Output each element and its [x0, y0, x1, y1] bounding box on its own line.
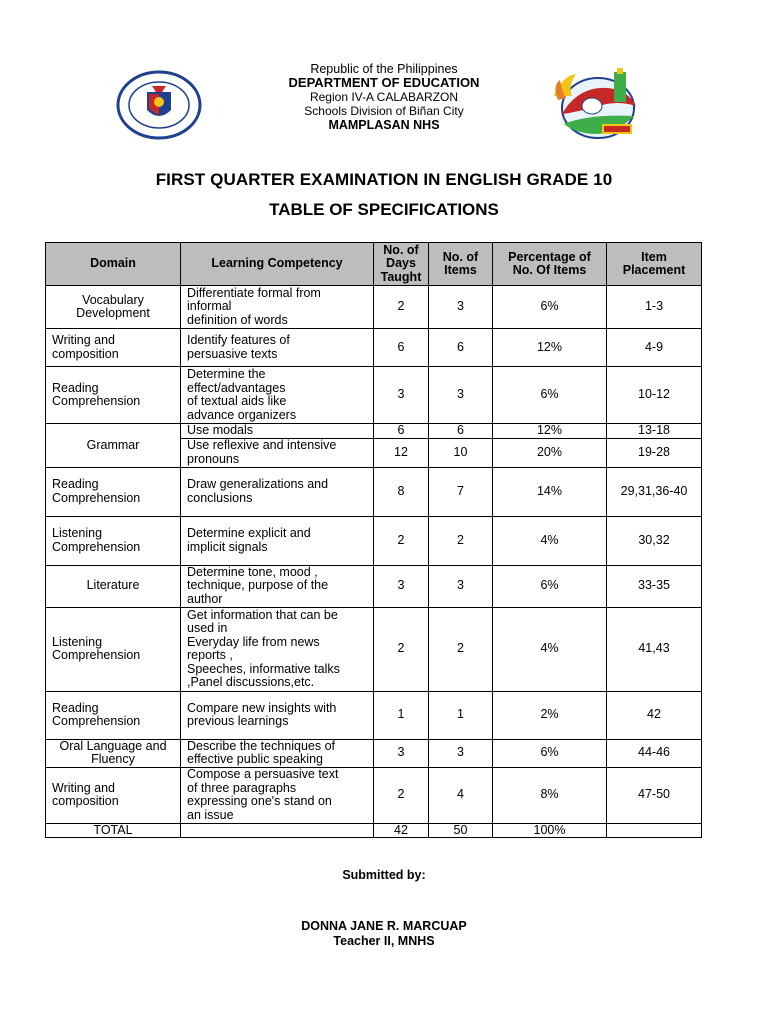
placement-cell: 44-46	[607, 739, 702, 767]
items-cell: 1	[429, 691, 493, 739]
placement-cell: 47-50	[607, 767, 702, 823]
items-cell: 7	[429, 467, 493, 516]
division-line: Schools Division of Biñan City	[304, 104, 464, 118]
table-row	[46, 516, 702, 565]
percent-cell: 4%	[493, 516, 607, 565]
days-cell: 12	[374, 438, 429, 467]
percent-cell: 14%	[493, 467, 607, 516]
items-cell: 4	[429, 767, 493, 823]
table-row	[46, 286, 702, 329]
items-cell: 3	[429, 565, 493, 607]
items-cell: 3	[429, 367, 493, 424]
column-header-items: No. of Items	[429, 243, 493, 286]
domain-cell: Reading Comprehension	[46, 467, 181, 516]
items-cell: 3	[429, 739, 493, 767]
days-cell: 3	[374, 565, 429, 607]
competency-cell: Differentiate formal from informal definition of words	[181, 286, 374, 329]
items-cell: 3	[429, 286, 493, 329]
total-label-cell: TOTAL	[46, 823, 181, 838]
competency-cell: Use modals	[181, 424, 374, 439]
percent-cell: 12%	[493, 424, 607, 439]
total-days-cell: 42	[374, 823, 429, 838]
document-header	[0, 62, 768, 132]
placement-cell: 30,32	[607, 516, 702, 565]
column-header-domain: Domain	[46, 243, 181, 286]
column-header-competency: Learning Competency	[181, 243, 374, 286]
items-cell: 6	[429, 329, 493, 367]
total-competency-cell	[181, 823, 374, 838]
school-line: MAMPLASAN NHS	[328, 118, 440, 132]
region-line: Region IV-A CALABARZON	[309, 90, 459, 104]
signatory-position: Teacher II, MNHS	[333, 934, 435, 948]
competency-cell: Identify features of persuasive texts	[181, 329, 374, 367]
placement-cell: 10-12	[607, 367, 702, 424]
document-subtitle: TABLE OF SPECIFICATIONS	[269, 200, 499, 219]
domain-cell: Oral Language and Fluency	[46, 739, 181, 767]
percent-cell: 6%	[493, 739, 607, 767]
table-row	[46, 467, 702, 516]
competency-cell: Describe the techniques of effective public speaking	[181, 739, 374, 767]
domain-cell: Vocabulary Development	[46, 286, 181, 329]
domain-cell: Reading Comprehension	[46, 691, 181, 739]
placement-cell: 19-28	[607, 438, 702, 467]
column-header-days: No. of Days Taught	[374, 243, 429, 286]
items-cell: 10	[429, 438, 493, 467]
days-cell: 8	[374, 467, 429, 516]
items-cell: 2	[429, 516, 493, 565]
signatory-name: DONNA JANE R. MARCUAP	[301, 919, 467, 933]
placement-cell: 42	[607, 691, 702, 739]
placement-cell: 4-9	[607, 329, 702, 367]
days-cell: 3	[374, 739, 429, 767]
competency-cell: Use reflexive and intensive pronouns	[181, 438, 374, 467]
percent-cell: 12%	[493, 329, 607, 367]
days-cell: 2	[374, 286, 429, 329]
percent-cell: 6%	[493, 286, 607, 329]
domain-cell: Grammar	[46, 424, 181, 468]
table-row	[46, 329, 702, 367]
percent-cell: 6%	[493, 367, 607, 424]
days-cell: 2	[374, 767, 429, 823]
exam-title: FIRST QUARTER EXAMINATION IN ENGLISH GRADE 10	[155, 170, 613, 189]
total-items-cell: 50	[429, 823, 493, 838]
placement-cell: 13-18	[607, 424, 702, 439]
competency-cell: Determine explicit and implicit signals	[181, 516, 374, 565]
placement-cell: 33-35	[607, 565, 702, 607]
column-header-placement: Item Placement	[607, 243, 702, 286]
table-row	[46, 424, 702, 439]
table-row	[46, 691, 702, 739]
competency-cell: Get information that can be used in Everyday life from news reports , Speeches, informative talks ,Panel discussions,etc.	[181, 607, 374, 691]
table-row	[46, 739, 702, 767]
percent-cell: 8%	[493, 767, 607, 823]
placement-cell: 29,31,36-40	[607, 467, 702, 516]
days-cell: 2	[374, 516, 429, 565]
domain-cell: Writing and composition	[46, 767, 181, 823]
items-cell: 6	[429, 424, 493, 439]
percent-cell: 20%	[493, 438, 607, 467]
table-row	[46, 565, 702, 607]
domain-cell: Writing and composition	[46, 329, 181, 367]
days-cell: 6	[374, 329, 429, 367]
republic-line: Republic of the Philippines	[310, 62, 458, 76]
domain-cell: Literature	[46, 565, 181, 607]
percent-cell: 2%	[493, 691, 607, 739]
items-cell: 2	[429, 607, 493, 691]
competency-cell: Draw generalizations and conclusions	[181, 467, 374, 516]
signatory-block	[0, 919, 768, 949]
competency-cell: Determine tone, mood , technique, purpose of the author	[181, 565, 374, 607]
column-header-percentage: Percentage of No. Of Items	[493, 243, 607, 286]
competency-cell: Compare new insights with previous learnings	[181, 691, 374, 739]
days-cell: 3	[374, 367, 429, 424]
table-row	[46, 367, 702, 424]
percent-cell: 4%	[493, 607, 607, 691]
competency-cell: Determine the effect/advantages of textual aids like advance organizers	[181, 367, 374, 424]
domain-cell: Listening Comprehension	[46, 607, 181, 691]
table-header-row	[46, 243, 702, 286]
department-line: DEPARTMENT OF EDUCATION	[288, 75, 480, 90]
competency-cell: Compose a persuasive text of three paragraphs expressing one's stand on an issue	[181, 767, 374, 823]
table-row	[46, 607, 702, 691]
percent-cell: 6%	[493, 565, 607, 607]
placement-cell: 1-3	[607, 286, 702, 329]
days-cell: 1	[374, 691, 429, 739]
days-cell: 6	[374, 424, 429, 439]
placement-cell: 41,43	[607, 607, 702, 691]
submitted-by-label: Submitted by:	[342, 868, 426, 882]
domain-cell: Reading Comprehension	[46, 367, 181, 424]
domain-cell: Listening Comprehension	[46, 516, 181, 565]
table-total-row	[46, 823, 702, 838]
total-percent-cell: 100%	[493, 823, 607, 838]
table-row	[46, 767, 702, 823]
total-placement-cell	[607, 823, 702, 838]
days-cell: 2	[374, 607, 429, 691]
specifications-table	[45, 242, 702, 838]
